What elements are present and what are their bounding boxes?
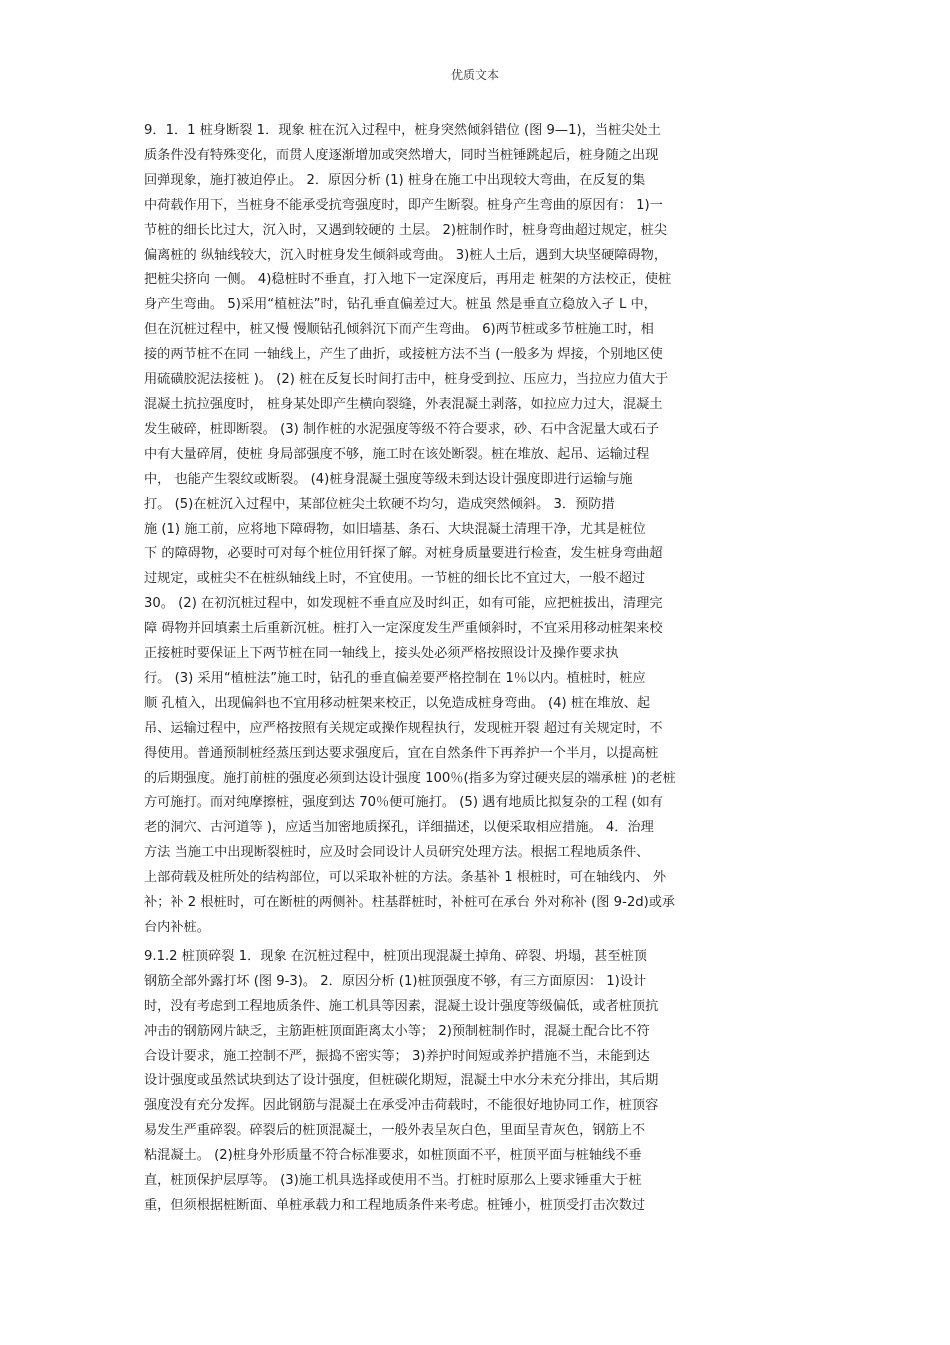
text-line: 障 碍物并回填素土后重新沉桩。桩打入一定深度发生严重倾斜时，不宜采用移动桩架来校 bbox=[144, 621, 663, 637]
text-line: 回弹现象，施打被迫停止。 2．原因分析 (1) 桩身在施工中出现较大弯曲，在反复的集 bbox=[144, 172, 646, 188]
text-line: 9．1．1 桩身断裂 1．现象 桩在沉入过程中，桩身突然倾斜错位 (图 9—1)，当桩尖处土 bbox=[144, 123, 661, 138]
text-line: 施 (1) 施工前，应将地下障碍物，如旧墙基、条石、大块混凝土清理干净，尤其是桩位 bbox=[144, 521, 646, 537]
text-line: 过规定，或桩尖不在桩纵轴线上时，不宜使用。一节桩的细长比不宜过大，一般不超过 bbox=[144, 571, 646, 587]
text-line: 发生破碎，桩即断裂。 (3) 制作桩的水泥强度等级不符合要求，砂、石中含泥量大或石子 bbox=[144, 421, 659, 437]
text-line: 打。 (5)在桩沉入过程中，某部位桩尖土软硬不均匀，造成突然倾斜。 3．预防措 bbox=[144, 496, 615, 512]
page-header: 优质文本 bbox=[450, 68, 499, 82]
text-line: 下 的障碍物，必要时可对每个桩位用钎探了解。对桩身质量要进行检查，发生桩身弯曲超 bbox=[144, 546, 663, 562]
text-line: 质条件没有特殊变化，而贯人度逐渐增加或突然增大，同时当桩锤跳起后，桩身随之出现 bbox=[144, 147, 659, 163]
text-line: 方可施打。而对纯摩擦桩，强度到达 70％便可施打。 (5) 遇有地质比拟复杂的工程 (如有 bbox=[144, 795, 663, 811]
text-line: 行。 (3) 采用“植桩法”施工时，钻孔的垂直偏差要严格控制在 1％以内。植桩时，桩应 bbox=[144, 670, 646, 686]
text-line: 偏离桩的 纵轴线较大，沉入时桩身发生倾斜或弯曲。 3)桩人土后，遇到大块坚硬障碍物， bbox=[144, 247, 668, 263]
text-line: 中， 也能产生裂纹或断裂。 (4)桩身混凝土强度等级未到达设计强度即进行运输与施 bbox=[144, 471, 633, 487]
text-line: 中有大量碎屑，使桩 身局部强度不够，施工时在该处断裂。桩在堆放、起吊、运输过程 bbox=[144, 446, 650, 462]
text-line: 老的洞穴、古河道等 )，应适当加密地质探孔，详细描述，以便采取相应措施。 4．治理 bbox=[144, 820, 654, 836]
text-line: 但在沉桩过程中，桩又慢 慢顺钻孔倾斜沉下而产生弯曲。 6)两节桩或多节桩施工时，相 bbox=[144, 322, 654, 338]
text-line: 易发生严重碎裂。碎裂后的桩顶混凝土，一般外表呈灰白色，里面呈青灰色，钢筋上不 bbox=[144, 1123, 646, 1139]
text-line: 吊、运输过程中，应严格按照有关规定或操作规程执行，发现桩开裂 超过有关规定时，不 bbox=[144, 720, 663, 736]
text-line: 设计强度或虽然试块到达了设计强度，但桩碳化期短，混凝土中水分未充分排出，其后期 bbox=[144, 1073, 659, 1089]
text-line: 补；补 2 根桩时，可在断桩的两侧补。柱基群桩时，补桩可在承台 外对称补 (图 9-2d)或承 bbox=[144, 895, 676, 911]
document-body bbox=[144, 119, 808, 1219]
text-line: 的后期强度。施打前桩的强度必须到达设计强度 100％(指多为穿过硬夹层的端承桩 )的老桩 bbox=[144, 770, 676, 786]
text-line: 把桩尖挤向 一侧。 4)稳桩时不垂直，打入地下一定深度后，再用走 桩架的方法校正，使桩 bbox=[144, 272, 672, 288]
text-line: 混凝土抗拉强度时， 桩身某处即产生横向裂缝，外表混凝土剥落，如拉应力过大，混凝土 bbox=[144, 396, 663, 412]
text-line: 直，桩顶保护层厚等。 (3)施工机具选择或使用不当。打桩时原那么上要求锤重大于桩 bbox=[144, 1173, 642, 1189]
text-line: 粘混凝土。 (2)桩身外形质量不符合标准要求，如桩顶面不平，桩顶平面与桩轴线不垂 bbox=[144, 1148, 642, 1164]
text-line: 30。 (2) 在初沉桩过程中，如发现桩不垂直应及时纠正，如有可能，应把桩拔出，清理完 bbox=[144, 596, 663, 612]
text-line: 重，但须根据桩断面、单桩承载力和工程地质条件来考虑。桩锤小，桩顶受打击次数过 bbox=[144, 1197, 646, 1213]
text-line: 节桩的细长比过大，沉入时，又遇到较硬的 土层。 2)桩制作时，桩身弯曲超过规定，桩尖 bbox=[144, 222, 668, 238]
section-heading-line: 9.1.2 桩顶碎裂 1．现象 在沉桩过程中，桩顶出现混凝土掉角、碎裂、坍塌，甚至桩顶 bbox=[144, 948, 647, 964]
text-line: 正接桩时要保证上下两节桩在同一轴线上，接头处必须严格按照设计及操作要求执 bbox=[144, 646, 619, 662]
text-line: 中荷载作用下，当桩身不能承受抗弯强度时，即产生断裂。桩身产生弯曲的原因有： 1)一 bbox=[144, 197, 663, 213]
text-line: 强度没有充分发挥。因此钢筋与混凝土在承受冲击荷载时，不能很好地协同工作，桩顶容 bbox=[144, 1098, 659, 1114]
text-line: 方法 当施工中出现断裂桩时，应及时会同设计人员研究处理方法。根据工程地质条件、 bbox=[144, 845, 650, 861]
text-line: 身产生弯曲。 5)采用“植桩法”时，钻孔垂直偏差过大。桩虽 然是垂直立稳放入孑 L 中， bbox=[144, 297, 657, 313]
text-line: 钢筋全部外露打坏 (图 9-3)。 2．原因分析 (1)桩顶强度不够，有三方面原因： 1)设计 bbox=[144, 973, 647, 989]
text-line: 接的两节桩不在同 一轴线上，产生了曲折，或接桩方法不当 (一般多为 焊接，个别地区使 bbox=[144, 347, 663, 363]
text-line: 时，没有考虑到工程地质条件、施工机具等因素，混凝土设计强度等级偏低，或者桩顶抗 bbox=[144, 998, 659, 1014]
text-line: 用硫磺胶泥法接桩 )。 (2) 桩在反复长时间打击中，桩身受到拉、压应力，当拉应力值大于 bbox=[144, 372, 669, 388]
text-line: 得使用。普通预制桩经蒸压到达要求强度后，宜在自然条件下再养护一个半月，以提高桩 bbox=[144, 745, 659, 761]
text-line: 上部荷载及桩所处的结构部位，可以采取补桩的方法。条基补 1 根桩时，可在轴线内、 外 bbox=[144, 870, 667, 886]
text-line: 冲击的钢筋网片缺乏，主筋距桩顶面距离太小等； 2)预制桩制作时，混凝土配合比不符 bbox=[144, 1023, 650, 1039]
text-line: 合设计要求，施工控制不严，振捣不密实等； 3)养护时间短或养护措施不当，未能到达 bbox=[144, 1048, 650, 1064]
text-line: 顺 孔植入，出现偏斜也不宜用移动桩架来校正，以免造成桩身弯曲。 (4) 桩在堆放、起 bbox=[144, 695, 651, 711]
text-line: 台内补桩。 bbox=[144, 920, 210, 935]
